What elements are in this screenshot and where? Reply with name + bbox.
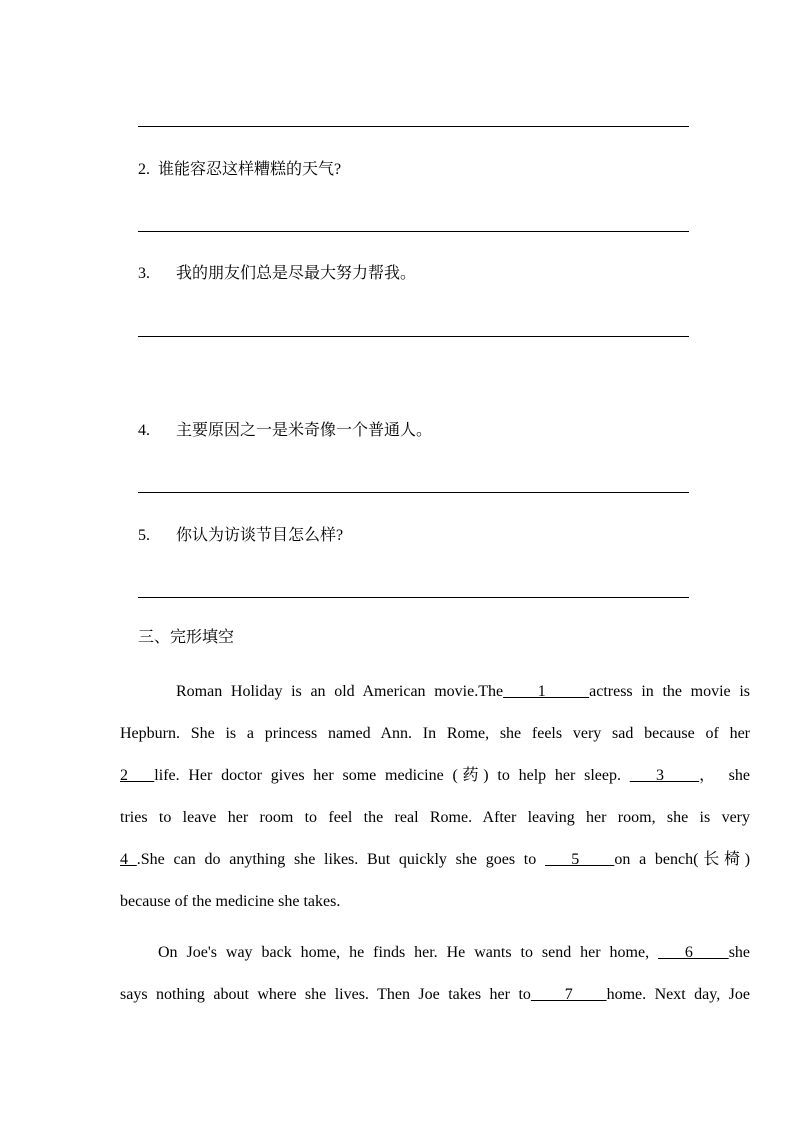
blank-3[interactable]: 3 (629, 767, 700, 784)
passage-line: Hepburn. She is a princess named Ann. In Rome, she feels very sad because of her (120, 725, 750, 742)
passage-line (120, 671, 750, 713)
passage-text: says nothing about where she lives. Then Joe takes her to (120, 986, 531, 1003)
passage-line (120, 974, 750, 1016)
question-text: 你认为访谈节目怎么样? (176, 527, 344, 544)
passage-text: Roman Holiday is an old American movie.The (176, 683, 504, 700)
passage-line (120, 932, 750, 974)
blank-4[interactable]: 4 (120, 851, 137, 868)
blank-7[interactable]: 7 (530, 986, 607, 1003)
passage-text: ， she (699, 767, 750, 784)
answer-line-5[interactable] (138, 597, 689, 598)
passage-text: actress in the movie is (589, 683, 750, 700)
question-2 (138, 160, 341, 180)
passage-text: On Joe's way back home, he finds her. He wants to send her home, (158, 944, 650, 961)
answer-line-3[interactable] (138, 336, 689, 337)
answer-line-1[interactable] (138, 126, 689, 127)
blank-6[interactable]: 6 (658, 944, 729, 961)
passage-line (120, 755, 750, 797)
question-text: 我的朋友们总是尽最大努力帮我。 (176, 265, 417, 282)
question-number: 4. (138, 422, 150, 439)
passage-line: tries to leave her room to feel the real Rome. After leaving her room, she is very (120, 809, 750, 826)
passage-text: home. Next day, Joe (606, 986, 750, 1003)
question-5 (138, 526, 343, 546)
section-title: 三、完形填空 (138, 629, 235, 646)
question-number: 2. (138, 161, 150, 178)
answer-line-4[interactable] (138, 492, 689, 493)
passage-paragraph-1 (120, 671, 750, 923)
blank-1[interactable]: 1 (503, 683, 590, 700)
passage-line (120, 839, 750, 881)
question-3 (138, 264, 416, 284)
passage-text: .She can do anything she likes. But quickly she goes to (136, 851, 537, 868)
question-number: 5. (138, 527, 150, 544)
question-text: 主要原因之一是米奇像一个普通人。 (176, 422, 433, 439)
passage-text: life. Her doctor gives her some medicine (药) to help her sleep. (154, 767, 621, 784)
blank-2[interactable]: 2 (120, 767, 155, 784)
question-number: 3. (138, 265, 150, 282)
answer-line-2[interactable] (138, 231, 689, 232)
passage-text: on a bench(长椅) (614, 851, 751, 868)
passage-line: because of the medicine she takes. (120, 893, 341, 910)
blank-5[interactable]: 5 (545, 851, 615, 868)
passage-paragraph-2 (120, 932, 750, 1016)
question-4 (138, 421, 432, 441)
question-text: 谁能容忍这样糟糕的天气? (158, 161, 342, 178)
passage-text: she (728, 944, 751, 961)
